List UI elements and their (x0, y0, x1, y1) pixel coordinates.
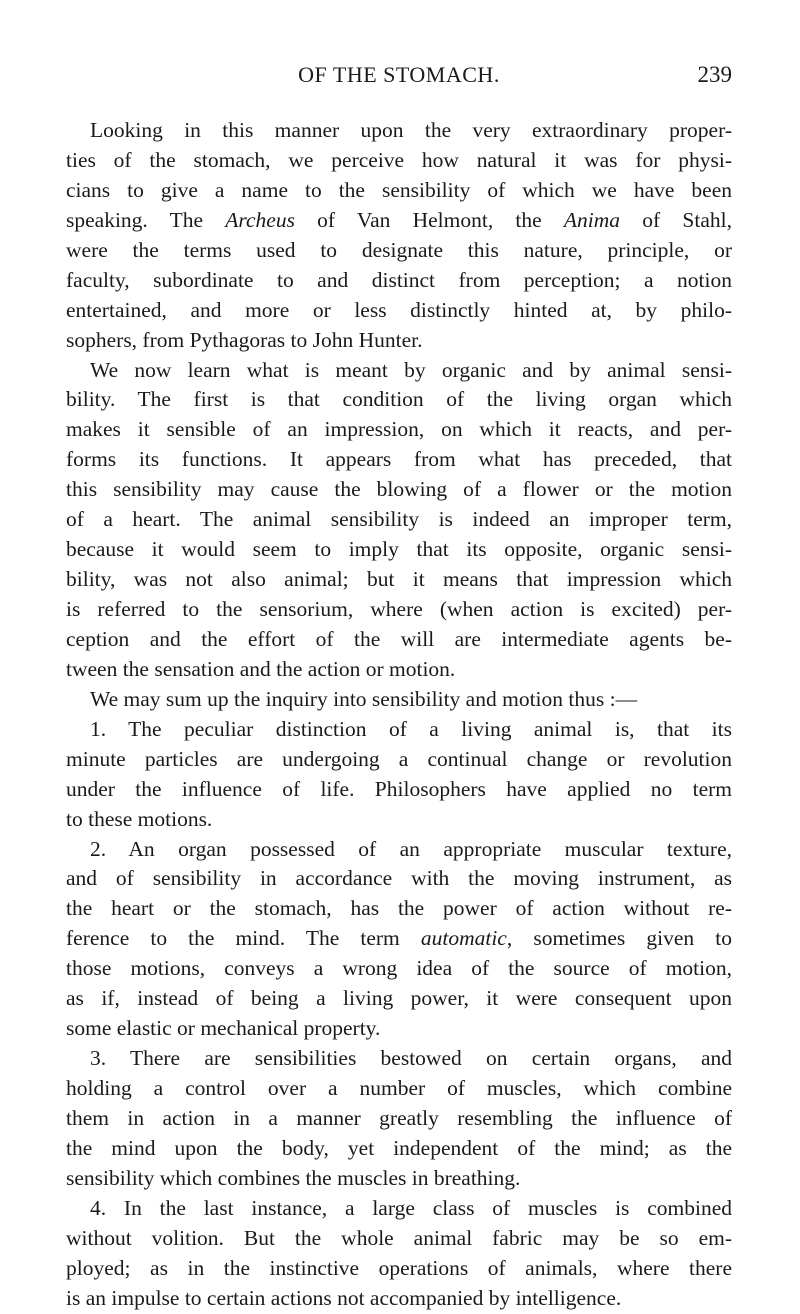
text-line: Looking in this manner upon the very extraordinary proper- (90, 118, 732, 142)
text-line: under the influence of life. Philosophers have applied no term (66, 776, 732, 801)
running-title: OF THE STOMACH. (298, 62, 500, 87)
running-head (66, 62, 732, 98)
text-run: ference to the mind. The term (66, 926, 421, 951)
text-line: of a heart. The animal sensibility is indeed an improper term, (66, 507, 732, 532)
text-line: and of sensibility in accordance with the moving instrument, as (66, 866, 732, 891)
text-line: 1. The peculiar distinction of a living animal is, that its (90, 716, 732, 741)
text-line: 3. There are sensibilities bestowed on certain organs, and (90, 1046, 732, 1071)
paragraph (66, 1194, 732, 1314)
text-line: ception and the effort of the will are intermediate agents be- (66, 626, 732, 651)
text-run: of Stahl, (620, 207, 732, 232)
text-line: forms its functions. It appears from what has preceded, that (66, 447, 732, 472)
text-run: speaking. The (66, 207, 226, 232)
text-line: is referred to the sensorium, where (when action is excited) per- (66, 597, 732, 621)
text-line: the mind upon the body, yet independent of the mind; as the (66, 1135, 732, 1160)
text-line: minute particles are undergoing a continual change or revolution (66, 746, 732, 771)
paragraph (66, 835, 732, 1045)
text-line: sensibility which combines the muscles in breathing. (66, 1165, 521, 1190)
text-line: because it would seem to imply that its opposite, organic sensi- (66, 537, 732, 562)
text-line: ployed; as in the instinctive operations of animals, where there (66, 1255, 732, 1280)
text-line: bility. The first is that condition of the living organ which (66, 387, 732, 412)
text-line: sophers, from Pythagoras to John Hunter. (66, 327, 423, 352)
text-line: them in action in a manner greatly resembling the influence of (66, 1105, 732, 1130)
text-line: this sensibility may cause the blowing of a flower or the motion (66, 477, 732, 502)
text-line: some elastic or mechanical property. (66, 1016, 381, 1041)
paragraph (66, 685, 732, 715)
italic-term: Anima (563, 207, 621, 232)
italic-term: automatic (420, 926, 507, 951)
page-number: 239 (697, 62, 732, 87)
paragraph (66, 715, 732, 835)
text-line: We now learn what is meant by organic and by animal sensi- (90, 357, 732, 382)
text-line: ties of the stomach, we perceive how natural it was for physi- (66, 147, 732, 172)
text-line: holding a control over a number of muscles, which combine (66, 1076, 732, 1100)
text-run: , sometimes given to (506, 926, 732, 951)
paragraph (66, 1044, 732, 1194)
italic-term: Archeus (225, 207, 295, 232)
paragraph (66, 356, 732, 685)
text-line: We may sum up the inquiry into sensibility and motion thus :— (90, 686, 638, 711)
text-run: of Van Helmont, the (294, 207, 564, 232)
text-line: entertained, and more or less distinctly hinted at, by philo- (66, 297, 732, 322)
body-text (66, 116, 732, 1314)
paragraph (66, 116, 732, 356)
text-line: as if, instead of being a living power, it were consequent upon (66, 986, 732, 1011)
text-line: without volition. But the whole animal fabric may be so em- (66, 1225, 732, 1250)
text-line: cians to give a name to the sensibility of which we have been (66, 177, 732, 202)
text-line: makes it sensible of an impression, on which it reacts, and per- (66, 417, 732, 442)
text-line (66, 924, 732, 954)
text-line: were the terms used to designate this nature, principle, or (66, 237, 732, 262)
text-line: those motions, conveys a wrong idea of the source of motion, (66, 956, 732, 981)
text-line (66, 206, 732, 236)
text-line: bility, was not also animal; but it means that impression which (66, 567, 732, 592)
text-line: tween the sensation and the action or motion. (66, 656, 456, 681)
text-line: is an impulse to certain actions not accompanied by intelligence. (66, 1285, 622, 1310)
text-line: faculty, subordinate to and distinct from perception; a notion (66, 267, 732, 292)
text-line: 2. An organ possessed of an appropriate muscular texture, (90, 836, 732, 861)
text-line: 4. In the last instance, a large class of muscles is combined (90, 1195, 732, 1220)
text-line: the heart or the stomach, has the power of action without re- (66, 896, 732, 921)
text-line: to these motions. (66, 806, 213, 831)
